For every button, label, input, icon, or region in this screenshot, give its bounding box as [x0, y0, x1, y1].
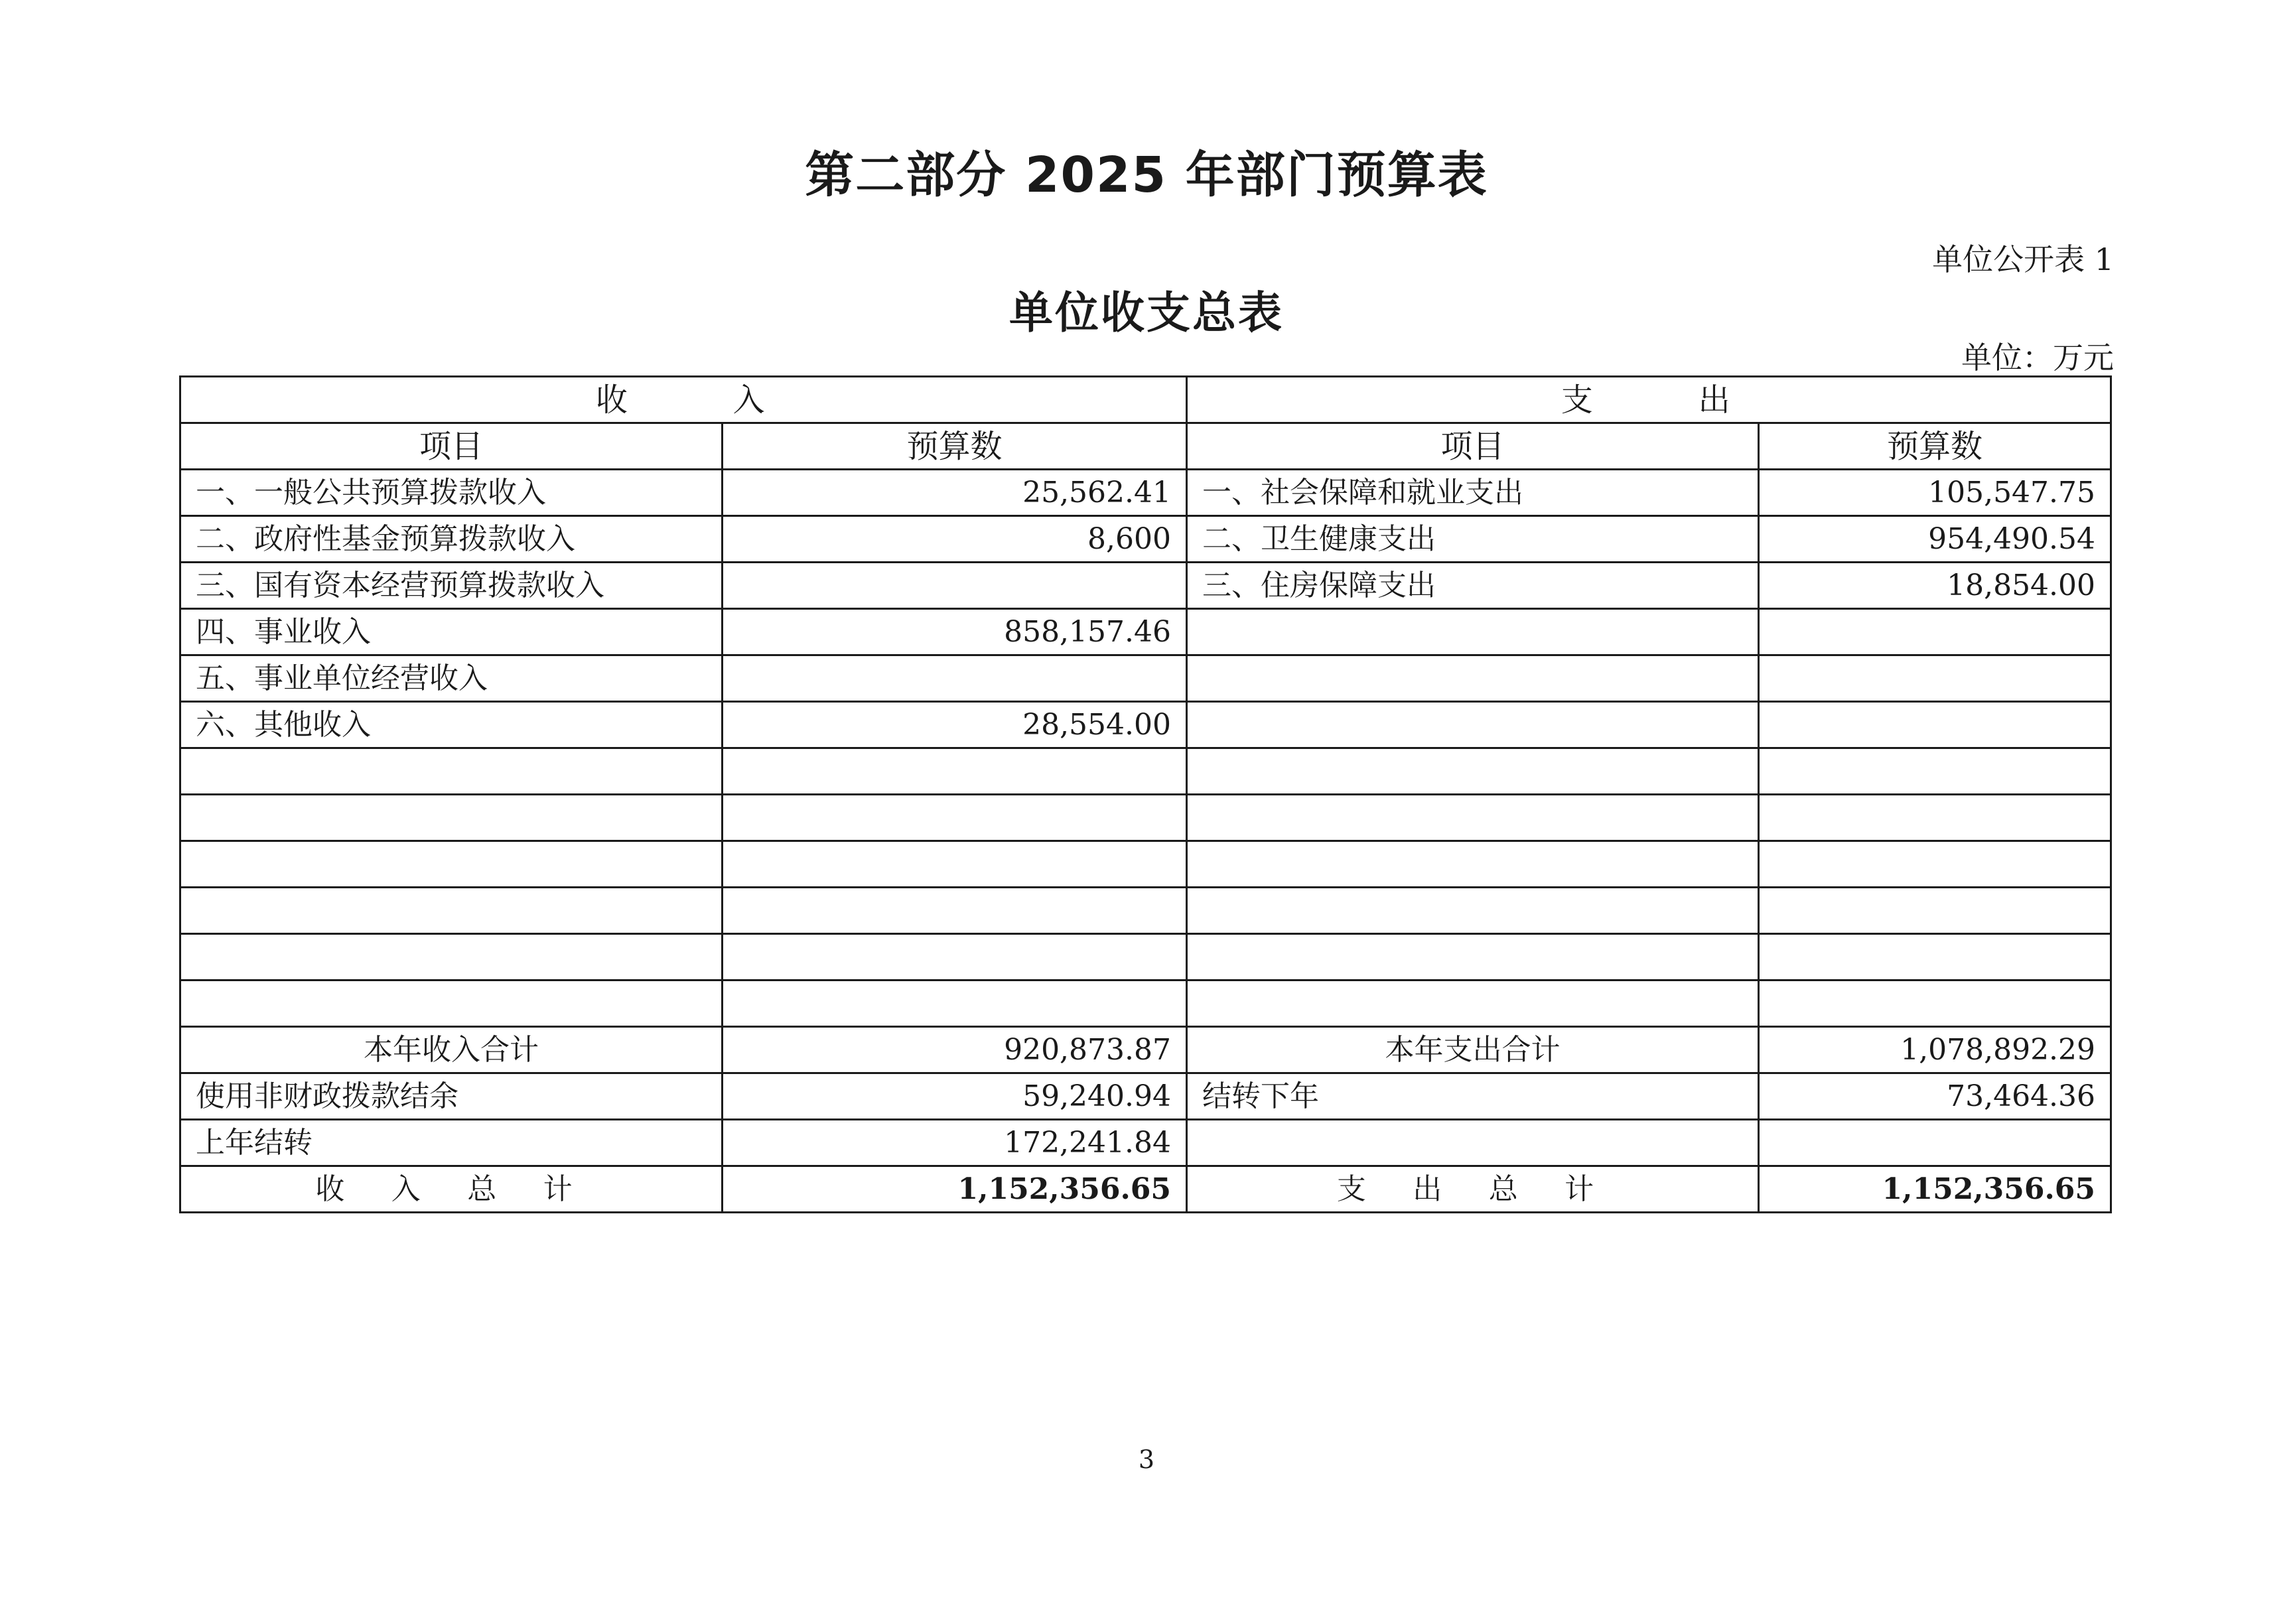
- income-value-cell: [723, 934, 1187, 981]
- expense-total-value: 1,152,356.65: [1759, 1166, 2111, 1213]
- income-value-cell: [723, 981, 1187, 1027]
- income-value-cell: [723, 563, 1187, 609]
- table-row: [180, 563, 2111, 609]
- income-item-cell: 使用非财政拨款结余: [180, 1073, 723, 1120]
- income-value-cell: [723, 748, 1187, 795]
- income-value-cell: 172,241.84: [723, 1120, 1187, 1166]
- table-row: [180, 795, 2111, 841]
- expense-item-cell: [1187, 748, 1759, 795]
- expense-item-cell: [1187, 934, 1759, 981]
- expense-budget-header: 预算数: [1759, 423, 2111, 470]
- budget-summary-table: [179, 375, 2112, 1213]
- income-item-cell: [180, 981, 723, 1027]
- table-row: [180, 516, 2111, 563]
- expense-value-cell: [1759, 888, 2111, 934]
- unit-note: 单位：万元: [1961, 340, 2114, 375]
- income-value-cell: 28,554.00: [723, 702, 1187, 748]
- expense-item-cell: [1187, 888, 1759, 934]
- income-item-cell: 二、政府性基金预算拨款收入: [180, 516, 723, 563]
- expense-value-cell: [1759, 981, 2111, 1027]
- expense-item-header: 项目: [1187, 423, 1759, 470]
- table-row: [180, 1073, 2111, 1120]
- expense-item-cell: [1187, 1120, 1759, 1166]
- expense-section-header: 支 出: [1187, 377, 2111, 423]
- column-header-row: [180, 423, 2111, 470]
- income-item-cell: [180, 888, 723, 934]
- expense-value-cell: [1759, 702, 2111, 748]
- expense-value-cell: [1759, 655, 2111, 702]
- income-value-cell: 8,600: [723, 516, 1187, 563]
- income-item-cell: 上年结转: [180, 1120, 723, 1166]
- income-value-cell: [723, 795, 1187, 841]
- table-row: [180, 981, 2111, 1027]
- table-row: [180, 888, 2111, 934]
- income-value-cell: 25,562.41: [723, 470, 1187, 516]
- expense-value-cell: [1759, 609, 2111, 655]
- table-row: [180, 609, 2111, 655]
- income-item-cell: 四、事业收入: [180, 609, 723, 655]
- table-row: [180, 470, 2111, 516]
- income-item-cell: 一、一般公共预算拨款收入: [180, 470, 723, 516]
- income-item-header: 项目: [180, 423, 723, 470]
- expense-item-cell: [1187, 841, 1759, 888]
- expense-value-cell: 954,490.54: [1759, 516, 2111, 563]
- expense-item-cell: 二、卫生健康支出: [1187, 516, 1759, 563]
- income-item-cell: [180, 841, 723, 888]
- expense-value-cell: [1759, 841, 2111, 888]
- income-subtotal-label: 本年收入合计: [180, 1027, 723, 1073]
- page-title: 第二部分 2025 年部门预算表: [805, 147, 1488, 204]
- income-value-cell: 59,240.94: [723, 1073, 1187, 1120]
- income-value-cell: [723, 655, 1187, 702]
- expense-item-cell: 一、社会保障和就业支出: [1187, 470, 1759, 516]
- expense-item-cell: [1187, 981, 1759, 1027]
- table-row: [180, 934, 2111, 981]
- subtotal-row: [180, 1027, 2111, 1073]
- expense-value-cell: [1759, 748, 2111, 795]
- income-total-label: 收入总计: [180, 1166, 723, 1213]
- expense-item-cell: 结转下年: [1187, 1073, 1759, 1120]
- income-budget-header: 预算数: [723, 423, 1187, 470]
- expense-subtotal-value: 1,078,892.29: [1759, 1027, 2111, 1073]
- table-row: [180, 702, 2111, 748]
- income-section-header: 收 入: [180, 377, 1187, 423]
- table-row: [180, 655, 2111, 702]
- table-code: 单位公开表 1: [1932, 241, 2114, 277]
- expense-item-cell: [1187, 609, 1759, 655]
- table-row: [180, 1120, 2111, 1166]
- expense-value-cell: [1759, 1120, 2111, 1166]
- income-item-cell: [180, 795, 723, 841]
- page-number: 3: [1138, 1445, 1155, 1474]
- income-item-cell: 五、事业单位经营收入: [180, 655, 723, 702]
- expense-item-cell: [1187, 702, 1759, 748]
- income-item-cell: 六、其他收入: [180, 702, 723, 748]
- expense-total-label: 支出总计: [1187, 1166, 1759, 1213]
- income-item-cell: [180, 748, 723, 795]
- income-subtotal-value: 920,873.87: [723, 1027, 1187, 1073]
- expense-value-cell: 105,547.75: [1759, 470, 2111, 516]
- expense-value-cell: 73,464.36: [1759, 1073, 2111, 1120]
- expense-item-cell: [1187, 795, 1759, 841]
- income-value-cell: [723, 888, 1187, 934]
- income-total-value: 1,152,356.65: [723, 1166, 1187, 1213]
- expense-item-cell: 三、住房保障支出: [1187, 563, 1759, 609]
- income-item-cell: 三、国有资本经营预算拨款收入: [180, 563, 723, 609]
- expense-value-cell: 18,854.00: [1759, 563, 2111, 609]
- expense-value-cell: [1759, 934, 2111, 981]
- expense-value-cell: [1759, 795, 2111, 841]
- income-value-cell: 858,157.46: [723, 609, 1187, 655]
- table-row: [180, 841, 2111, 888]
- total-row: [180, 1166, 2111, 1213]
- table-row: [180, 748, 2111, 795]
- expense-item-cell: [1187, 655, 1759, 702]
- income-value-cell: [723, 841, 1187, 888]
- income-item-cell: [180, 934, 723, 981]
- table-title: 单位收支总表: [1009, 287, 1284, 338]
- expense-subtotal-label: 本年支出合计: [1187, 1027, 1759, 1073]
- section-header-row: [180, 377, 2111, 423]
